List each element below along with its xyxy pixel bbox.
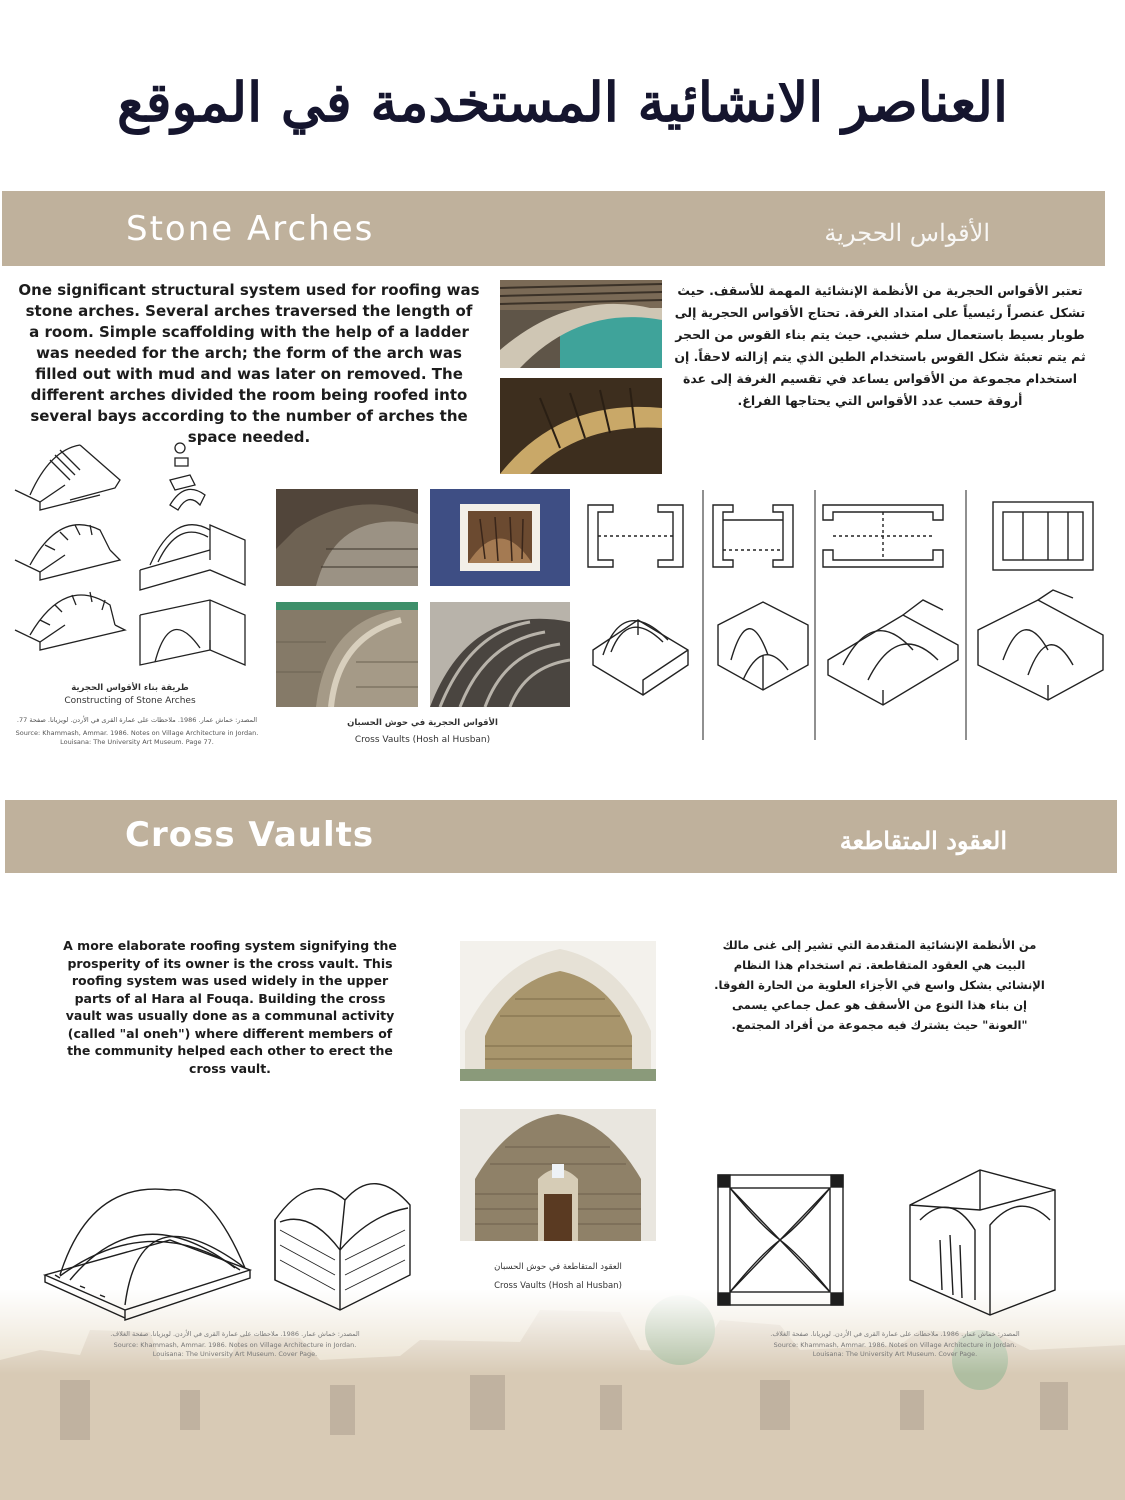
page-title: العناصر الانشائية المستخدمة في الموقع — [117, 70, 1008, 134]
cross-vault-photo-1 — [460, 941, 656, 1081]
hosh-caption-ar: الأقواس الحجرية في حوش الحسبان — [347, 718, 498, 728]
construct-caption-ar: طريقة بناء الأقواس الحجرية — [71, 683, 189, 693]
cross-vault-caption-ar: العقود المتقاطعة في حوش الحسبان — [494, 1262, 622, 1272]
arch-construction-sketch — [10, 440, 255, 678]
cross-source-left-ar: المصدر: خماش عمار. 1986. ملاحظات على عمارة القرى في الأردن. لويزيانا. صفحة الغلاف. — [110, 1330, 360, 1338]
sketch-arch-pieces — [170, 443, 205, 510]
sketch-arch-wall — [140, 525, 245, 590]
construct-source-en-2: Louisana: The University Art Museum. Page 77. — [60, 738, 214, 746]
cross-vault-sketch-left — [40, 1160, 420, 1330]
plan-3 — [823, 505, 943, 567]
cross-vault-caption-en: Cross Vaults (Hosh al Husban) — [494, 1281, 622, 1291]
axo-2 — [718, 602, 808, 690]
stone-arches-text-ar: تعتبر الأقواس الحجرية من الأنظمة الإنشائية المهمة للأسقف. حيث تشكل عنصراً رئيسياً على امتداد الغرفة. تحتاج الأقواس الحجرية إلى طوبار بسيط باستعمال سلم خشبي. حيث يتم بناء القوس من الحجر ثم يتم تعبئة شكل القوس باستخدام الطين الذي يتم إزالته لاحقاً. إن استخدام مجموعة من الأقواس يساعد في تقسيم الغرفة إلى عدة أروقة حسب عدد الأقواس التي يحتاجها الفراغ. — [674, 283, 1086, 408]
cross-vaults-text-en: A more elaborate roofing system signifying the prosperity of its owner is the cross vault. This roofing system was used widely in the upper parts of al Hara al Fouqa. Building the cross vault was usually done as a communal activity (called "al oneh") where different members of the community helped each other to erect the cross vault. — [63, 938, 397, 1076]
hosh-photo-3 — [276, 602, 418, 707]
hosh-photo-4 — [430, 602, 570, 707]
cross-source-right-en-2: Louisana: The University Art Museum. Cover Page. — [812, 1350, 978, 1358]
cross-source-right-ar: المصدر: خماش عمار. 1986. ملاحظات على عمارة القرى في الأردن. لويزيانا. صفحة الغلاف. — [770, 1330, 1020, 1338]
vault-axo-sketch — [910, 1170, 1055, 1315]
plan-1 — [588, 505, 683, 567]
stone-arches-band — [2, 191, 1105, 266]
stone-arches-heading-en: Stone Arches — [126, 209, 375, 249]
sketch-step-2 — [15, 525, 120, 580]
cross-vaults-heading-en: Cross Vaults — [125, 815, 375, 855]
axo-3 — [828, 600, 958, 705]
axo-4 — [978, 590, 1103, 700]
hosh-photo-2 — [430, 489, 570, 586]
arch-photo-2 — [500, 378, 662, 474]
cross-vaults-band — [5, 800, 1117, 873]
hosh-caption-en: Cross Vaults (Hosh al Husban) — [354, 735, 491, 745]
cross-source-left-en-2: Louisana: The University Art Museum. Cover Page. — [152, 1350, 318, 1358]
arch-photo-1 — [500, 280, 662, 368]
stone-arches-heading-ar: الأقواس الحجرية — [824, 219, 990, 247]
cross-vault-photo-2 — [460, 1109, 656, 1241]
vault-frame-sketch — [45, 1189, 250, 1320]
arch-plans-axonometric — [583, 490, 1108, 745]
sketch-step-1 — [15, 445, 120, 510]
hosh-photo-1 — [276, 489, 418, 586]
construct-source-en-1: Source: Khammash, Ammar. 1986. Notes on Village Architecture in Jordan. — [15, 729, 259, 737]
sketch-arch-finished — [140, 600, 245, 665]
vault-solid-sketch — [275, 1184, 410, 1310]
cross-vault-sketch-right — [710, 1150, 1085, 1320]
vault-plan-sketch — [718, 1175, 843, 1305]
cross-vaults-heading-ar: العقود المتقاطعة — [839, 826, 1007, 855]
stone-arches-text-en: One significant structural system used for roofing was stone arches. Several arches traversed the length of a room. Simple scaffolding with the help of a ladder was needed for the arch; the form of the arch was filled out with mud and was later on removed. The different arches divided the room being roofed into several bays according to the number of arches the space needed. — [18, 281, 480, 446]
construct-source-ar: المصدر: خماش عمار. 1986. ملاحظات على عمارة القرى في الأردن. لويزيانا. صفحة 77. — [16, 716, 258, 724]
cross-source-left-en-1: Source: Khammash, Ammar. 1986. Notes on Village Architecture in Jordan. — [113, 1341, 357, 1349]
construct-caption-en: Constructing of Stone Arches — [64, 696, 196, 706]
sketch-step-3 — [15, 592, 125, 650]
axo-1 — [593, 620, 688, 695]
cross-source-right-en-1: Source: Khammash, Ammar. 1986. Notes on Village Architecture in Jordan. — [773, 1341, 1017, 1349]
plan-2 — [713, 505, 793, 567]
plan-4 — [993, 502, 1093, 570]
cross-vaults-text-ar: من الأنظمة الإنشائية المتقدمة التي تشير إلى غنى مالك البيت هي العقود المتقاطعة. تم استخدام هذا النظام الإنشائي بشكل واسع في الأجزاء العلوية من الحارة الفوقا. إن بناء هذا النوع من الأسقف هو عمل جماعي يسمى "العونة" حيث يشترك فيه مجموعة من أفراد المجتمع. — [714, 938, 1045, 1032]
